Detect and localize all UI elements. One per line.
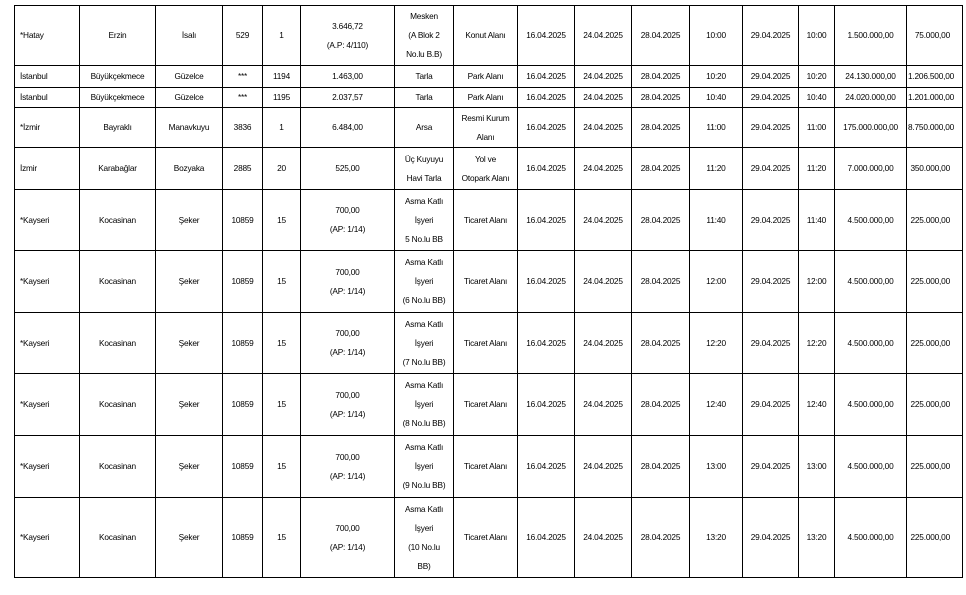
cell-nitelik-line: (10 No.lu: [408, 541, 440, 552]
cell-nitelik: [395, 251, 454, 313]
cell-imar: [454, 436, 518, 498]
cell-alan-line: 1.463,00: [332, 71, 363, 81]
cell-nitelik-line: Asma Katlı: [404, 195, 444, 206]
cell-ilan-tarihi: 16.04.2025: [518, 313, 575, 374]
cell-alan-line: 2.037,57: [332, 92, 363, 102]
cell-mahalle: Şeker: [156, 190, 223, 251]
cell-nitelik-line: Tarla: [415, 71, 433, 81]
table-row: [15, 251, 963, 313]
cell-alan: [301, 108, 395, 148]
cell-ihale-saati-1: 12:40: [690, 374, 743, 436]
cell-nitelik-line: (6 No.lu BB): [402, 295, 446, 305]
table-row: [15, 436, 963, 498]
cell-ihale-saati-1: 13:20: [690, 498, 743, 578]
cell-ada: 2885: [223, 148, 263, 190]
cell-alan-line: (A.P: 4/110): [326, 39, 369, 50]
cell-ihale-tarihi-1: 28.04.2025: [632, 88, 690, 108]
cell-ihale-saati-2: 12:00: [799, 251, 835, 313]
cell-alan-line: 3.646,72: [332, 20, 363, 31]
cell-ilan-tarihi: 16.04.2025: [518, 374, 575, 436]
cell-alan-line: 700,00: [335, 389, 360, 400]
cell-nitelik-line: Havi Tarla: [406, 172, 442, 183]
table-row: [15, 313, 963, 374]
cell-alan-line: (AP: 1/14): [329, 408, 366, 419]
cell-son-basvuru-tarihi: 24.04.2025: [575, 88, 632, 108]
cell-gecici-teminat: 1.206.500,00: [907, 66, 963, 88]
table-row: [15, 190, 963, 251]
cell-ihale-tarihi-2: 29.04.2025: [743, 108, 799, 148]
cell-alan: [301, 88, 395, 108]
cell-alan: [301, 313, 395, 374]
cell-alan: [301, 6, 395, 66]
table-row: [15, 498, 963, 578]
cell-ihale-tarihi-1: 28.04.2025: [632, 148, 690, 190]
cell-ihale-tarihi-2: 29.04.2025: [743, 6, 799, 66]
cell-nitelik-line: Mesken: [410, 11, 438, 21]
cell-muhammen-bedel: 4.500.000,00: [835, 313, 907, 374]
cell-nitelik: [395, 436, 454, 498]
cell-son-basvuru-tarihi: 24.04.2025: [575, 251, 632, 313]
cell-alan-line: 700,00: [335, 205, 360, 215]
cell-nitelik-line: (8 No.lu BB): [402, 418, 446, 428]
cell-ihale-saati-2: 13:20: [799, 498, 835, 578]
cell-muhammen-bedel: 24.020.000,00: [835, 88, 907, 108]
cell-nitelik-line: Asma Katlı: [404, 442, 444, 452]
cell-ada: 529: [223, 6, 263, 66]
cell-ihale-saati-1: 11:00: [690, 108, 743, 148]
cell-gecici-teminat: 75.000,00: [907, 6, 963, 66]
cell-ihale-saati-2: 13:00: [799, 436, 835, 498]
cell-imar: [454, 498, 518, 578]
cell-alan-line: (AP: 1/14): [329, 541, 366, 552]
cell-alan-line: (AP: 1/14): [329, 285, 366, 296]
cell-ilan-tarihi: 16.04.2025: [518, 498, 575, 578]
cell-alan-line: (AP: 1/14): [329, 470, 366, 481]
cell-muhammen-bedel: 24.130.000,00: [835, 66, 907, 88]
cell-ada: 10859: [223, 498, 263, 578]
cell-muhammen-bedel: 175.000.000,00: [835, 108, 907, 148]
cell-parsel: 1: [263, 6, 301, 66]
cell-ihale-saati-1: 13:00: [690, 436, 743, 498]
cell-nitelik-line: BB): [417, 560, 431, 571]
cell-gecici-teminat: 225.000,00: [907, 436, 963, 498]
cell-muhammen-bedel: 4.500.000,00: [835, 190, 907, 251]
cell-ihale-tarihi-1: 28.04.2025: [632, 251, 690, 313]
cell-ilan-tarihi: 16.04.2025: [518, 148, 575, 190]
cell-alan-line: (AP: 1/14): [329, 224, 366, 234]
cell-nitelik-line: Tarla: [415, 92, 433, 102]
cell-mahalle: Şeker: [156, 313, 223, 374]
cell-mahalle: Manavkuyu: [156, 108, 223, 148]
cell-mahalle: Güzelce: [156, 88, 223, 108]
cell-ihale-tarihi-1: 28.04.2025: [632, 66, 690, 88]
cell-imar-line: Ticaret Alanı: [463, 532, 508, 542]
cell-alan: [301, 374, 395, 436]
cell-gecici-teminat: 225.000,00: [907, 313, 963, 374]
cell-gecici-teminat: 225.000,00: [907, 374, 963, 436]
cell-alan-line: (AP: 1/14): [329, 347, 366, 357]
cell-ihale-saati-2: 10:00: [799, 6, 835, 66]
cell-il: *Kayseri: [15, 498, 80, 578]
cell-nitelik-line: Arsa: [415, 122, 433, 132]
cell-ihale-tarihi-1: 28.04.2025: [632, 436, 690, 498]
cell-imar-line: Konut Alanı: [465, 30, 506, 40]
cell-imar-line: Ticaret Alanı: [463, 337, 508, 348]
cell-ihale-saati-1: 12:00: [690, 251, 743, 313]
cell-ilce: Kocasinan: [80, 498, 156, 578]
cell-ilce: Kocasinan: [80, 436, 156, 498]
cell-ilan-tarihi: 16.04.2025: [518, 88, 575, 108]
cell-nitelik-line: Asma Katlı: [404, 257, 444, 267]
cell-gecici-teminat: 8.750.000,00: [907, 108, 963, 148]
cell-ada: 10859: [223, 190, 263, 251]
cell-gecici-teminat: 225.000,00: [907, 251, 963, 313]
cell-mahalle: Şeker: [156, 436, 223, 498]
cell-ilce: Kocasinan: [80, 313, 156, 374]
cell-alan-line: 525,00: [335, 163, 360, 173]
cell-ada: 10859: [223, 374, 263, 436]
cell-son-basvuru-tarihi: 24.04.2025: [575, 436, 632, 498]
cell-parsel: 1: [263, 108, 301, 148]
cell-nitelik: [395, 88, 454, 108]
cell-ihale-tarihi-1: 28.04.2025: [632, 313, 690, 374]
cell-ihale-tarihi-1: 28.04.2025: [632, 6, 690, 66]
cell-nitelik-line: İşyeri: [414, 399, 434, 409]
cell-imar: [454, 148, 518, 190]
cell-il: *Kayseri: [15, 313, 80, 374]
cell-muhammen-bedel: 4.500.000,00: [835, 374, 907, 436]
cell-nitelik: [395, 374, 454, 436]
cell-gecici-teminat: 350.000,00: [907, 148, 963, 190]
cell-parsel: 15: [263, 498, 301, 578]
cell-imar-line: Otopark Alanı: [461, 172, 510, 183]
cell-mahalle: Şeker: [156, 251, 223, 313]
cell-ihale-tarihi-1: 28.04.2025: [632, 190, 690, 251]
cell-ihale-saati-1: 10:00: [690, 6, 743, 66]
cell-mahalle: Güzelce: [156, 66, 223, 88]
cell-imar-line: Park Alanı: [467, 92, 504, 102]
cell-nitelik-line: Üç Kuyuyu: [404, 153, 444, 164]
cell-il: *Kayseri: [15, 374, 80, 436]
cell-gecici-teminat: 225.000,00: [907, 190, 963, 251]
cell-ihale-saati-2: 12:20: [799, 313, 835, 374]
cell-ihale-saati-2: 12:40: [799, 374, 835, 436]
cell-nitelik-line: Asma Katlı: [404, 503, 444, 514]
cell-son-basvuru-tarihi: 24.04.2025: [575, 190, 632, 251]
cell-parsel: 15: [263, 436, 301, 498]
cell-ada: 10859: [223, 436, 263, 498]
cell-nitelik-line: İşyeri: [414, 276, 434, 286]
cell-imar-line: Ticaret Alanı: [463, 276, 508, 286]
cell-ilan-tarihi: 16.04.2025: [518, 436, 575, 498]
cell-ihale-saati-2: 11:20: [799, 148, 835, 190]
cell-nitelik-line: (A Blok 2: [408, 30, 440, 40]
cell-parsel: 15: [263, 313, 301, 374]
cell-nitelik-line: Asma Katlı: [404, 380, 444, 390]
cell-ilan-tarihi: 16.04.2025: [518, 6, 575, 66]
cell-mahalle: Şeker: [156, 498, 223, 578]
cell-parsel: 1194: [263, 66, 301, 88]
cell-ihale-tarihi-2: 29.04.2025: [743, 190, 799, 251]
table-row: [15, 66, 963, 88]
cell-nitelik-line: İşyeri: [414, 461, 434, 471]
table-row: [15, 374, 963, 436]
cell-alan-line: 700,00: [335, 451, 360, 462]
cell-son-basvuru-tarihi: 24.04.2025: [575, 66, 632, 88]
table-row: [15, 6, 963, 66]
cell-ilan-tarihi: 16.04.2025: [518, 66, 575, 88]
cell-imar-line: Resmi Kurum: [461, 112, 510, 123]
cell-son-basvuru-tarihi: 24.04.2025: [575, 313, 632, 374]
cell-ada: ***: [223, 66, 263, 88]
cell-nitelik: [395, 190, 454, 251]
cell-ilce: Bayraklı: [80, 108, 156, 148]
cell-il: *İzmir: [15, 108, 80, 148]
cell-imar-line: Ticaret Alanı: [463, 214, 508, 225]
cell-imar-line: Ticaret Alanı: [463, 399, 508, 409]
cell-ada: 10859: [223, 251, 263, 313]
table-row: [15, 108, 963, 148]
cell-ihale-tarihi-1: 28.04.2025: [632, 374, 690, 436]
cell-imar: [454, 374, 518, 436]
cell-ihale-saati-2: 10:20: [799, 66, 835, 88]
cell-alan: [301, 190, 395, 251]
cell-ihale-tarihi-2: 29.04.2025: [743, 498, 799, 578]
cell-ilce: Kocasinan: [80, 190, 156, 251]
cell-ilce: Kocasinan: [80, 251, 156, 313]
cell-muhammen-bedel: 1.500.000,00: [835, 6, 907, 66]
cell-nitelik-line: No.lu B.B): [406, 49, 442, 59]
cell-ihale-tarihi-1: 28.04.2025: [632, 108, 690, 148]
cell-alan: [301, 66, 395, 88]
cell-nitelik: [395, 498, 454, 578]
cell-nitelik-line: 5 No.lu BB: [405, 233, 443, 244]
cell-ihale-saati-1: 10:40: [690, 88, 743, 108]
cell-parsel: 15: [263, 374, 301, 436]
cell-imar: [454, 251, 518, 313]
cell-son-basvuru-tarihi: 24.04.2025: [575, 6, 632, 66]
cell-imar: [454, 313, 518, 374]
cell-nitelik: [395, 313, 454, 374]
cell-imar: [454, 66, 518, 88]
cell-parsel: 20: [263, 148, 301, 190]
cell-gecici-teminat: 1.201.000,00: [907, 88, 963, 108]
cell-alan-line: 700,00: [335, 328, 360, 338]
cell-ihale-tarihi-2: 29.04.2025: [743, 313, 799, 374]
cell-il: İstanbul: [15, 66, 80, 88]
cell-nitelik-line: İşyeri: [414, 337, 434, 348]
cell-son-basvuru-tarihi: 24.04.2025: [575, 108, 632, 148]
cell-parsel: 15: [263, 190, 301, 251]
cell-imar: [454, 108, 518, 148]
cell-ihale-saati-2: 11:00: [799, 108, 835, 148]
cell-imar-line: Ticaret Alanı: [463, 461, 508, 471]
cell-il: İzmir: [15, 148, 80, 190]
cell-nitelik: [395, 148, 454, 190]
cell-ilce: Erzin: [80, 6, 156, 66]
cell-ada: ***: [223, 88, 263, 108]
cell-muhammen-bedel: 7.000.000,00: [835, 148, 907, 190]
cell-imar-line: Alanı: [476, 131, 495, 142]
cell-il: *Kayseri: [15, 251, 80, 313]
cell-parsel: 1195: [263, 88, 301, 108]
cell-imar: [454, 88, 518, 108]
cell-ada: 10859: [223, 313, 263, 374]
cell-mahalle: Şeker: [156, 374, 223, 436]
cell-ihale-saati-1: 11:40: [690, 190, 743, 251]
cell-il: *Kayseri: [15, 190, 80, 251]
cell-ilan-tarihi: 16.04.2025: [518, 108, 575, 148]
cell-ihale-saati-1: 11:20: [690, 148, 743, 190]
cell-ilan-tarihi: 16.04.2025: [518, 190, 575, 251]
cell-imar: [454, 190, 518, 251]
cell-muhammen-bedel: 4.500.000,00: [835, 251, 907, 313]
auction-table: [14, 5, 963, 578]
table-row: [15, 148, 963, 190]
cell-alan-line: 700,00: [335, 266, 360, 277]
cell-ihale-tarihi-2: 29.04.2025: [743, 148, 799, 190]
cell-ihale-tarihi-1: 28.04.2025: [632, 498, 690, 578]
cell-son-basvuru-tarihi: 24.04.2025: [575, 148, 632, 190]
cell-ilce: Büyükçekmece: [80, 88, 156, 108]
cell-ilan-tarihi: 16.04.2025: [518, 251, 575, 313]
cell-ihale-saati-2: 11:40: [799, 190, 835, 251]
cell-alan: [301, 251, 395, 313]
cell-ihale-tarihi-2: 29.04.2025: [743, 251, 799, 313]
cell-imar-line: Yol ve: [474, 153, 497, 164]
cell-nitelik: [395, 66, 454, 88]
cell-il: İstanbul: [15, 88, 80, 108]
cell-ihale-tarihi-2: 29.04.2025: [743, 436, 799, 498]
cell-son-basvuru-tarihi: 24.04.2025: [575, 374, 632, 436]
cell-alan-line: 700,00: [335, 522, 360, 533]
cell-ilce: Büyükçekmece: [80, 66, 156, 88]
cell-gecici-teminat: 225.000,00: [907, 498, 963, 578]
cell-nitelik-line: (9 No.lu BB): [402, 480, 446, 490]
cell-muhammen-bedel: 4.500.000,00: [835, 436, 907, 498]
cell-ihale-saati-2: 10:40: [799, 88, 835, 108]
cell-ihale-tarihi-2: 29.04.2025: [743, 88, 799, 108]
cell-ihale-tarihi-2: 29.04.2025: [743, 374, 799, 436]
cell-nitelik: [395, 108, 454, 148]
cell-nitelik: [395, 6, 454, 66]
cell-alan: [301, 436, 395, 498]
cell-il: *Hatay: [15, 6, 80, 66]
cell-nitelik-line: İşyeri: [414, 214, 434, 225]
cell-il: *Kayseri: [15, 436, 80, 498]
cell-nitelik-line: İşyeri: [414, 522, 434, 533]
cell-parsel: 15: [263, 251, 301, 313]
cell-ilce: Karabağlar: [80, 148, 156, 190]
cell-muhammen-bedel: 4.500.000,00: [835, 498, 907, 578]
cell-ihale-saati-1: 12:20: [690, 313, 743, 374]
cell-son-basvuru-tarihi: 24.04.2025: [575, 498, 632, 578]
cell-ilce: Kocasinan: [80, 374, 156, 436]
cell-ada: 3836: [223, 108, 263, 148]
table-row: [15, 88, 963, 108]
cell-alan: [301, 148, 395, 190]
cell-mahalle: İsalı: [156, 6, 223, 66]
cell-ihale-saati-1: 10:20: [690, 66, 743, 88]
cell-nitelik-line: Asma Katlı: [404, 318, 444, 329]
cell-alan-line: 6.484,00: [332, 122, 363, 132]
cell-nitelik-line: (7 No.lu BB): [402, 356, 446, 367]
cell-ihale-tarihi-2: 29.04.2025: [743, 66, 799, 88]
cell-imar-line: Park Alanı: [467, 71, 504, 81]
cell-mahalle: Bozyaka: [156, 148, 223, 190]
cell-imar: [454, 6, 518, 66]
cell-alan: [301, 498, 395, 578]
